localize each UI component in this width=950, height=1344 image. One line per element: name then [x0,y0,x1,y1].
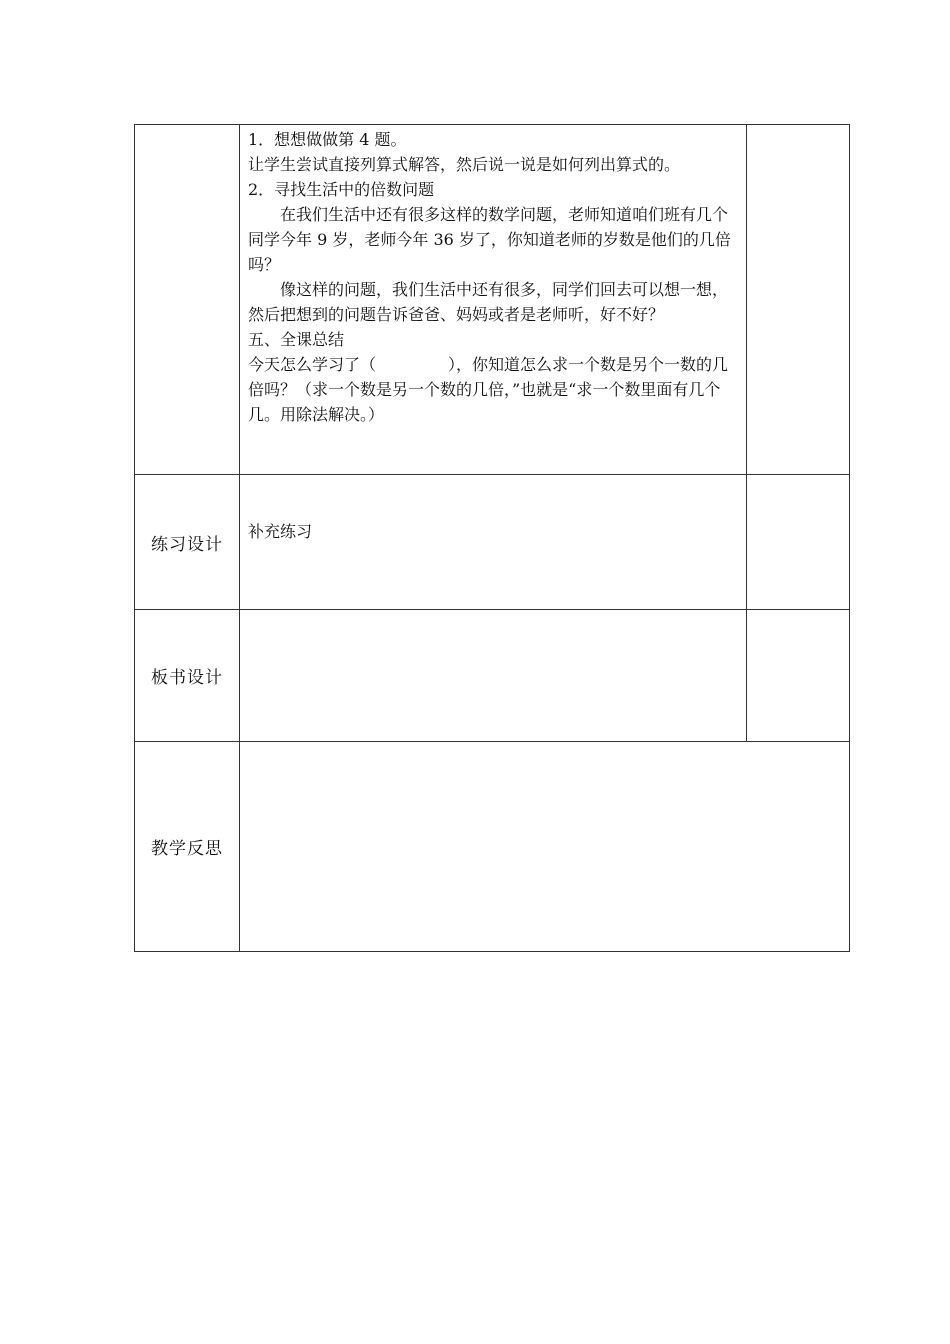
board-content [240,610,747,742]
reflection-content [240,742,850,952]
summary-heading: 五、全课总结 [248,330,345,349]
summary-text-a: 今天怎么学习了（ [248,355,377,374]
summary-text-b: ），你知道怎么求一个数是另个一数的几倍吗？（求一个数是另一个数的几倍，”也就是“求一个数里面有几个几。用除法解决。） [248,355,729,424]
reflection-label: 教学反思 [135,742,240,952]
lesson-plan-table [134,124,850,952]
board-label: 板书设计 [135,610,240,742]
process-row [135,125,850,475]
reflection-row [135,742,850,952]
process-line-5: 像这样的问题，我们生活中还有很多，同学们回去可以想一想，然后把想到的问题告诉爸爸、妈妈或者是老师听，好不好？ [248,280,729,324]
practice-row [135,475,850,610]
process-line-1: 1．想想做做第 4 题。 [248,130,407,149]
practice-notes-cell [747,475,850,610]
board-notes-cell [747,610,850,742]
process-line-4: 在我们生活中还有很多这样的数学问题，老师知道咱们班有几个同学今年 9 岁，老师今年 36 岁了，你知道老师的岁数是他们的几倍吗？ [248,205,731,274]
practice-label: 练习设计 [135,475,240,610]
practice-content: 补充练习 [248,522,313,541]
board-row [135,610,850,742]
summary-text [248,352,738,427]
process-label [135,125,240,475]
process-line-3: 2．寻找生活中的倍数问题 [248,180,435,199]
practice-content-cell [240,475,747,610]
process-notes-cell [747,125,850,475]
process-content [240,125,747,475]
process-line-2: 让学生尝试直接列算式解答，然后说一说是如何列出算式的。 [248,155,681,174]
